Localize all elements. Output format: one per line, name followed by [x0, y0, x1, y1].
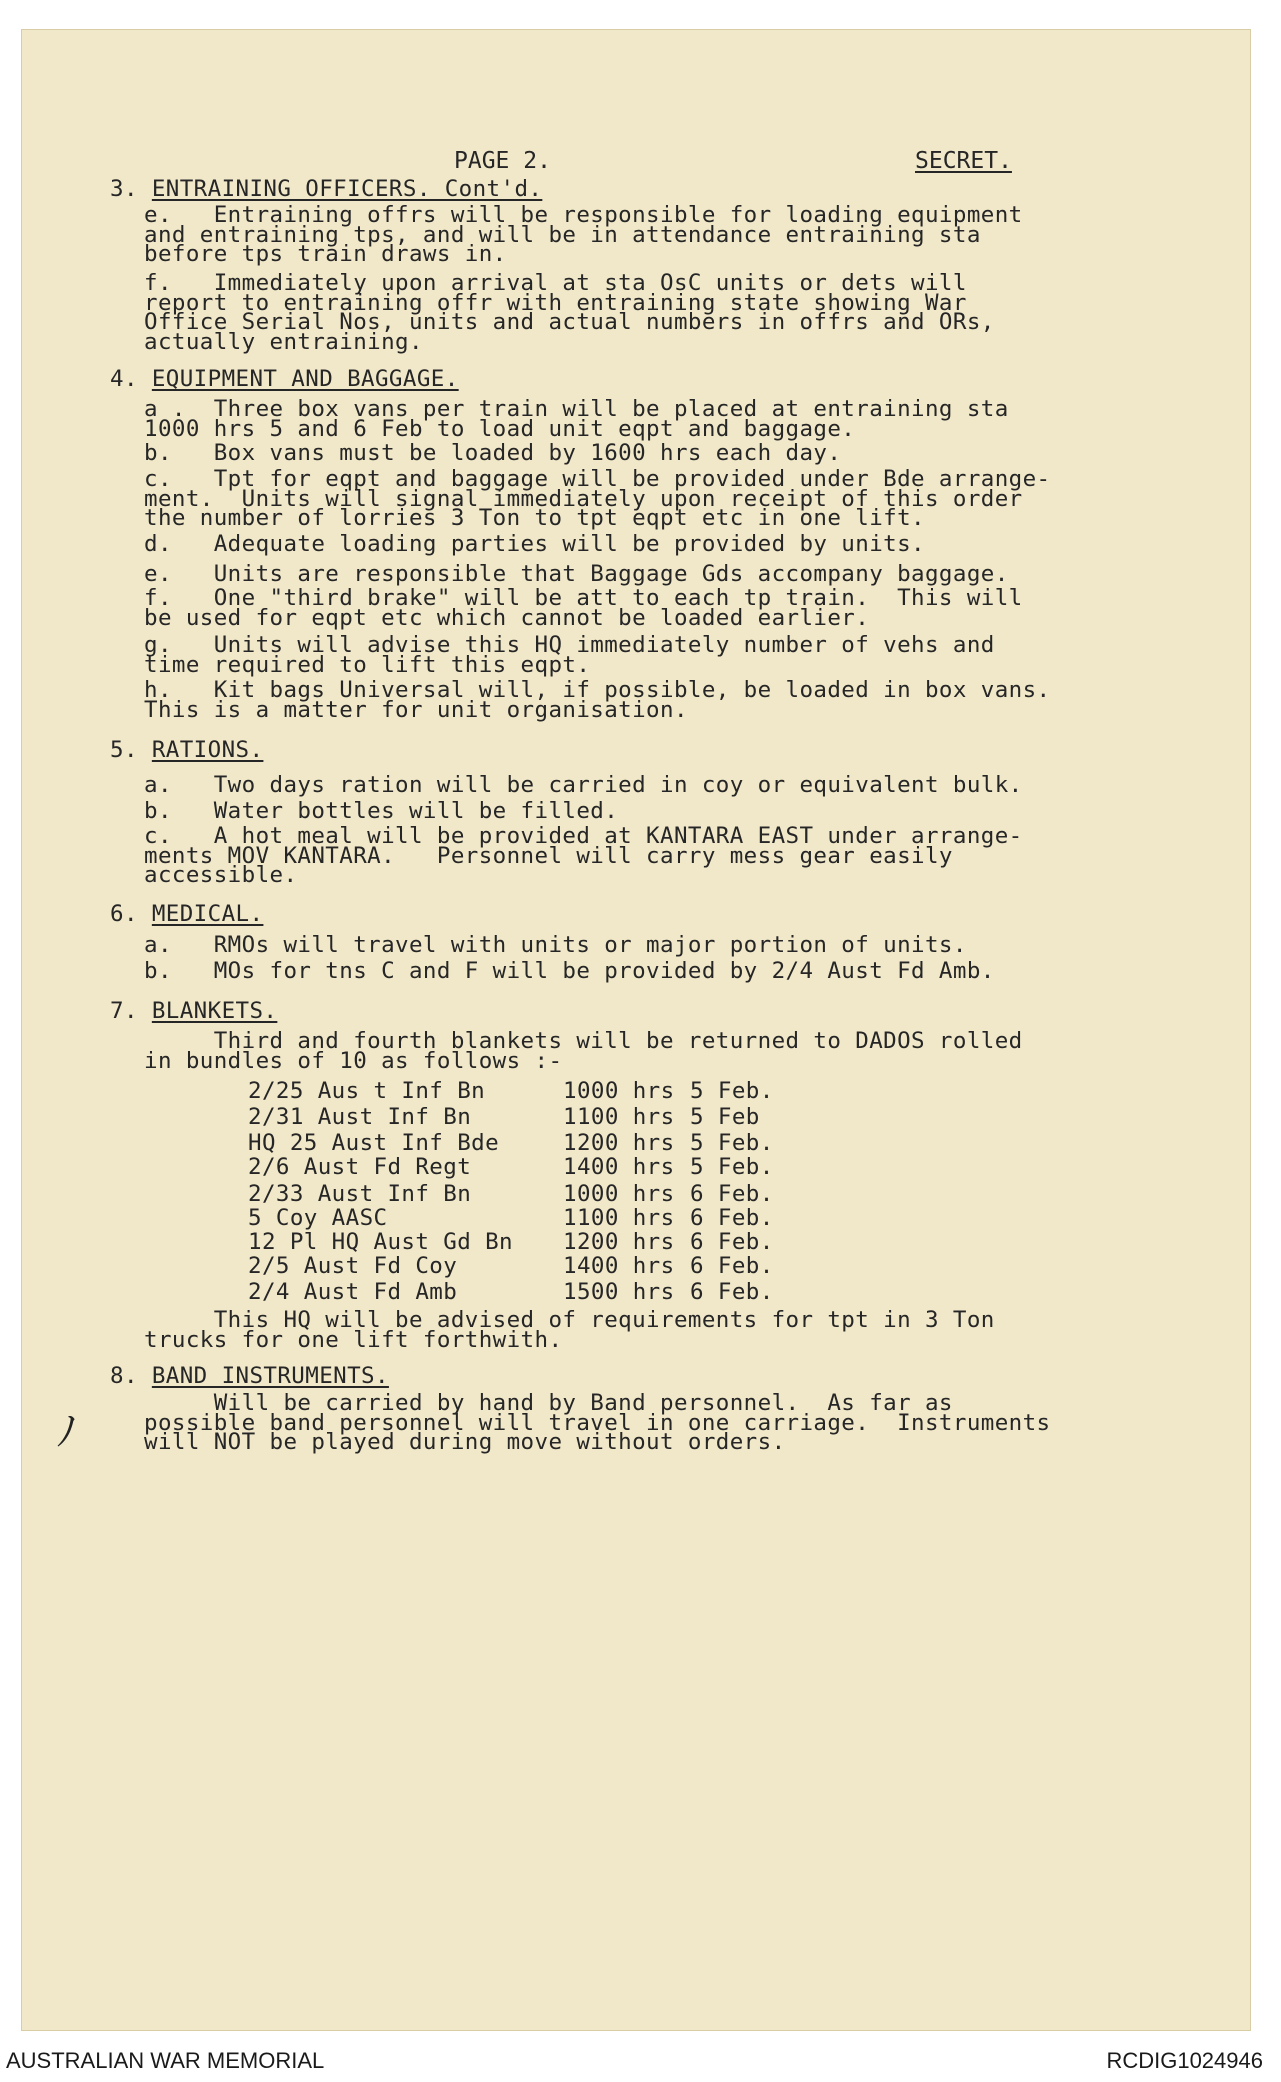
blanket-row-time: 1200 hrs [563, 1229, 675, 1255]
section-4-item-f-line: f. One "third brake" will be att to each tp train. This will [144, 585, 1023, 611]
blanket-row-time: 1100 hrs [563, 1205, 675, 1231]
section-5-item-a-line: a. Two days ration will be carried in coy or equivalent bulk. [144, 772, 1023, 798]
blanket-row-time: 1000 hrs [563, 1181, 675, 1207]
blanket-row-time: 1200 hrs [563, 1130, 675, 1156]
section-3-item-f-line: actually entraining. [144, 328, 423, 355]
classification-marking: SECRET. [915, 148, 1012, 174]
section-7-outro-line: This HQ will be advised of requirements for tpt in 3 Ton [144, 1307, 995, 1333]
section-8-body-line: will NOT be played during move without orders. [144, 1429, 786, 1455]
footer-source: AUSTRALIAN WAR MEMORIAL [6, 2048, 325, 2073]
blanket-row-date: 6 Feb. [690, 1181, 774, 1207]
section-title: MEDICAL. [151, 901, 264, 927]
section-number: 8. [110, 1363, 152, 1389]
document-page [22, 30, 1250, 2030]
blanket-row-date: 5 Feb. [690, 1154, 774, 1180]
section-title: RATIONS. [151, 737, 264, 763]
section-6-item-b-line: b. MOs for tns C and F will be provided by 2/4 Aust Fd Amb. [144, 958, 995, 984]
section-4-item-d-line: d. Adequate loading parties will be provided by units. [144, 531, 925, 557]
section-7-intro-line: Third and fourth blankets will be returned to DADOS rolled [144, 1028, 1023, 1054]
blanket-row-date: 6 Feb. [690, 1279, 774, 1305]
blanket-row-unit: 2/31 Aust Inf Bn [248, 1104, 472, 1130]
section-3-item-e-line: and entraining tps, and will be in attendance entraining sta [144, 221, 981, 248]
blanket-row-date: 6 Feb. [690, 1253, 774, 1279]
blanket-row-time: 1100 hrs [563, 1104, 675, 1130]
page-number: PAGE 2. [454, 148, 551, 174]
blanket-row-date: 5 Feb. [690, 1078, 774, 1104]
blanket-row-date: 6 Feb. [690, 1229, 774, 1255]
section-4-item-c-line: ment. Units will signal immediately upon receipt of this order [144, 485, 1023, 512]
section-4-item-g-line: time required to lift this eqpt. [144, 651, 591, 678]
section-4-item-a-line: 1000 hrs 5 and 6 Feb to load unit eqpt and baggage. [144, 415, 856, 442]
section-4-item-b-line: b. Box vans must be loaded by 1600 hrs each day. [144, 440, 842, 466]
section-4-item-c-line: the number of lorries 3 Ton to tpt eqpt etc in one lift. [144, 505, 925, 531]
section-8-heading [110, 1363, 389, 1389]
section-6-item-a-line: a. RMOs will travel with units or major portion of units. [144, 932, 967, 958]
blanket-row-unit: HQ 25 Aust Inf Bde [248, 1130, 500, 1156]
blanket-row-unit: 2/25 Aus t Inf Bn [248, 1078, 486, 1104]
section-5-item-c-line: c. A hot meal will be provided at KANTARA EAST under arrange- [144, 823, 1023, 849]
blanket-row-date: 6 Feb. [690, 1205, 774, 1231]
footer-record-id: RCDIG1024946 [1106, 2048, 1263, 2073]
handwritten-initial: ﾉ [57, 1409, 77, 1455]
section-3-item-e-line: e. Entraining offrs will be responsible for loading equipment [144, 202, 1023, 228]
blanket-row-unit: 2/5 Aust Fd Coy [248, 1253, 458, 1279]
section-3-heading [110, 176, 542, 202]
section-title: BLANKETS. [151, 998, 278, 1024]
section-3-item-f-line: report to entraining offr with entraining state showing War [144, 289, 967, 316]
section-7-heading [110, 998, 277, 1024]
section-8-body-line: Will be carried by hand by Band personnel. As far as [144, 1390, 953, 1416]
blanket-row-unit: 5 Coy AASC [248, 1205, 388, 1231]
section-4-item-f-line: be used for eqpt etc which cannot be loaded earlier. [144, 604, 870, 631]
section-4-item-h-line: This is a matter for unit organisation. [144, 696, 688, 723]
section-4-item-e-line: e. Units are responsible that Baggage Gds accompany baggage. [144, 561, 1009, 587]
section-4-item-h-line: h. Kit bags Universal will, if possible, be loaded in box vans. [144, 677, 1051, 703]
section-8-body-line: possible band personnel will travel in one carriage. Instruments [144, 1409, 1051, 1436]
blanket-row-unit: 2/4 Aust Fd Amb [248, 1279, 458, 1305]
section-number: 3. [110, 176, 152, 202]
section-6-heading [110, 901, 263, 927]
section-number: 7. [110, 998, 152, 1024]
section-4-heading [110, 366, 459, 392]
section-7-intro-line: in bundles of 10 as follows :- [144, 1047, 563, 1074]
blanket-row-unit: 2/33 Aust Inf Bn [248, 1181, 472, 1207]
section-4-item-g-line: g. Units will advise this HQ immediately number of vehs and [144, 632, 995, 658]
section-4-item-a-line: a . Three box vans per train will be placed at entraining sta [144, 396, 1009, 422]
section-7-outro-line: trucks for one lift forthwith. [144, 1326, 563, 1353]
section-3-item-e-line: before tps train draws in. [144, 241, 507, 267]
blanket-row-unit: 12 Pl HQ Aust Gd Bn [248, 1229, 513, 1255]
section-title: BAND INSTRUMENTS. [151, 1363, 389, 1389]
section-title: ENTRAINING OFFICERS. Cont'd. [151, 176, 543, 202]
section-number: 4. [110, 366, 152, 392]
blanket-row-date: 5 Feb [690, 1104, 760, 1130]
section-3-item-f-line: f. Immediately upon arrival at sta OsC units or dets will [144, 270, 967, 296]
section-4-item-c-line: c. Tpt for eqpt and baggage will be provided under Bde arrange- [144, 466, 1051, 492]
section-title: EQUIPMENT AND BAGGAGE. [151, 366, 459, 392]
section-5-item-c-line: ments MOV KANTARA. Personnel will carry mess gear easily [144, 842, 953, 869]
section-number: 6. [110, 901, 152, 927]
blanket-row-unit: 2/6 Aust Fd Regt [248, 1154, 472, 1180]
blanket-row-time: 1500 hrs [563, 1279, 675, 1305]
blanket-row-time: 1000 hrs [563, 1078, 675, 1104]
section-3-item-f-line: Office Serial Nos, units and actual numbers in offrs and ORs, [144, 309, 995, 335]
blanket-row-time: 1400 hrs [563, 1253, 675, 1279]
section-5-item-b-line: b. Water bottles will be filled. [144, 798, 619, 824]
section-number: 5. [110, 737, 152, 763]
section-5-heading [110, 737, 263, 763]
section-5-item-c-line: accessible. [144, 862, 298, 888]
blanket-row-date: 5 Feb. [690, 1130, 774, 1156]
blanket-row-time: 1400 hrs [563, 1154, 675, 1180]
